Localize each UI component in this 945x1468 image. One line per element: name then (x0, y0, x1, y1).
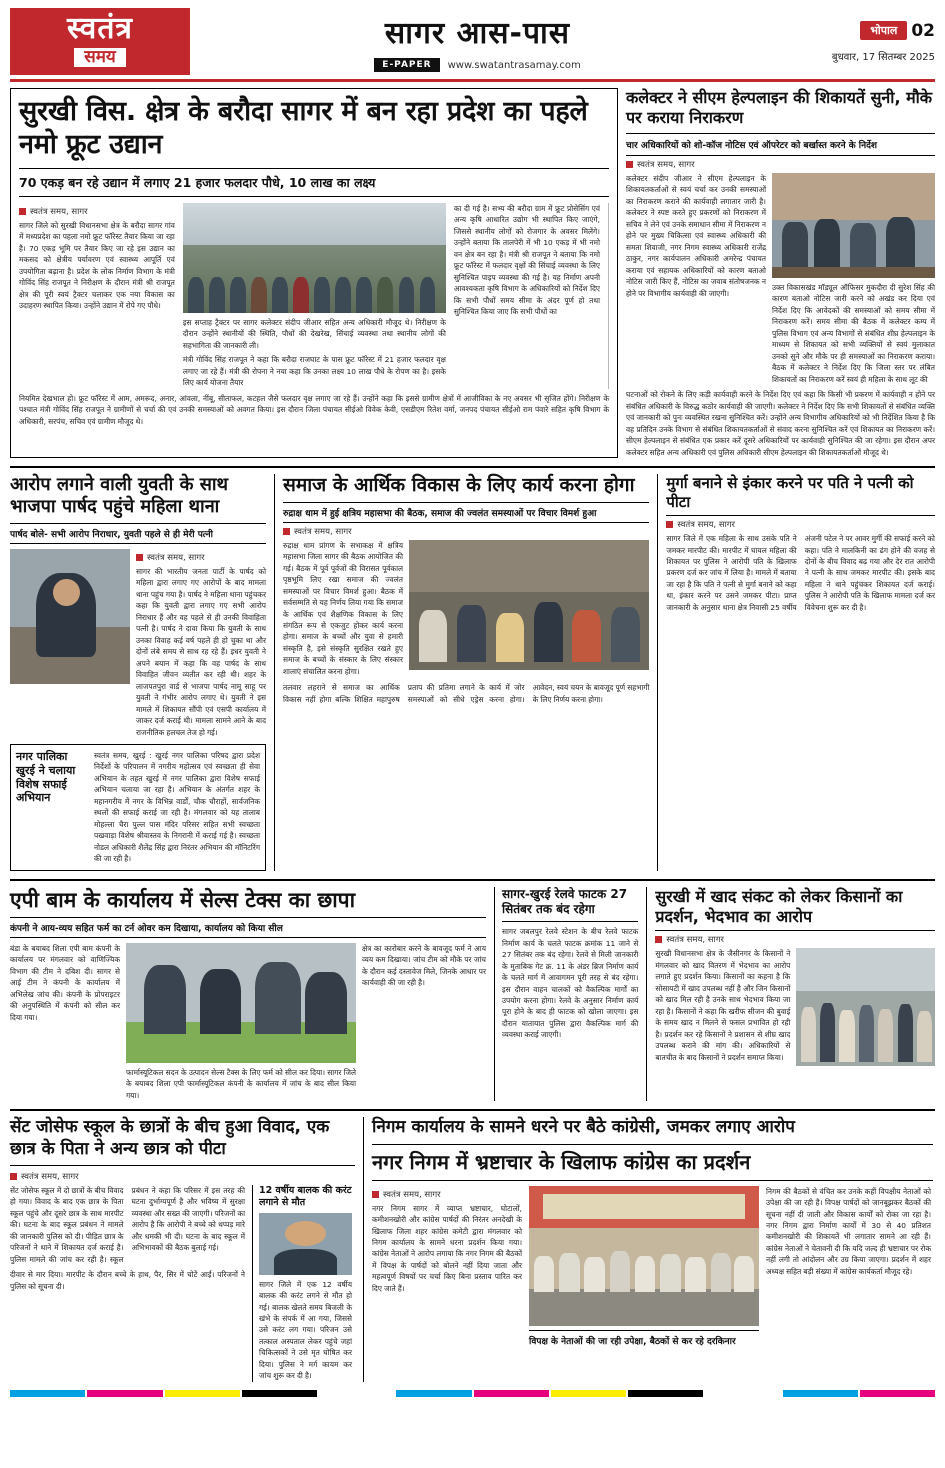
byline-marker-icon (19, 208, 26, 215)
byline-marker-icon (666, 521, 673, 528)
congress-photo (529, 1186, 759, 1326)
byline-text: स्वतंत्र समय, सागर (666, 935, 724, 946)
edition-title: सागर आस-पास (384, 16, 571, 51)
kshatriya-body-2: तलवार लहराने से समाज का आर्थिक विकास नहीं होगा बल्कि शिक्षित महापुरुष प्रताप की प्रतिमा लगाने के कार्य में जोर समस्याओं को सीधे एड्रेस करना होगा। आवेदन, स्वयं चयन के बावजूद पूर्ण सहभागी के लिए निर्णय करना होगा। (283, 683, 650, 704)
byline-marker-icon (655, 936, 662, 943)
logo-main-text: स्वतंत्र (66, 11, 133, 46)
murga-body: सागर जिले में एक महिला के साथ उसके पति ने जमकर मारपीट की। मारपीट में घायल महिला की शिकायत पर पुलिस ने आरोपी पति के खिलाफ प्रकरण दर्ज कर जांच में लिया है। मामले में बताया जा रहा है कि पति ने पत्नी से मुर्गा बनाने को कहा था, इंकार करने पर उसने जमकर पीटा। प्राप्त जानकारी के अनुसार थाना क्षेत्र निवासी 25 वर्षीय अंजनी पटेल ने पर आवर मुर्गी की सफाई करने को कहा। पति ने मालकिनी का ढंग होने की वजह से दोनों के बीच विवाद बढ़ गया और देर रात आरोपी ने पत्नी के साथ जमकर मारपीट की। इसके बाद महिला ने थाने पहुंचकर शिकायत दर्ज कराई। पुलिस ने आरोपी पति के खिलाफ मामला दर्ज कर विवेचना शुरू कर दी है। (666, 534, 935, 612)
salestax-photo (126, 943, 356, 1063)
kshatriya-kicker: रुद्राक्ष धाम में हुई क्षत्रिय महासभा की बैठक, समाज की ज्वलंत समस्याओं पर विचार विमर्श हुआ (283, 502, 649, 523)
salestax-body-3: क्षेत्र का कारोबार करने के बावजूद फर्म ने आय व्यय कम दिखाया। जांच टीम को मौके पर जांच के दौरान कई दस्तावेज मिले, जिनके आधार पर कार्यवाही की जा रही है। (362, 943, 486, 988)
city-page-badge (860, 21, 935, 41)
epaper-row (190, 58, 765, 72)
byline-text: स्वतंत्र समय, सागर (383, 1189, 441, 1200)
railway-gate-article (494, 887, 638, 1102)
byline-marker-icon (372, 1191, 379, 1198)
current-note-body: सागर जिले में एक 12 वर्षीय बालक की करंट लगने से मौत हो गई। बालक खेलते समय बिजली के खंभे के संपर्क में आ गया, जिससे उसे करंट लग गया। परिजन उसे तत्काल अस्पताल लेकर पहुंचे जहां चिकित्सकों ने उसे मृत घोषित कर दिया। पुलिस ने मर्ग कायम कर जांच शुरू कर दी है। (259, 1279, 352, 1381)
salestax-kicker: कंपनी ने आय-व्यय सहित फर्म का टर्न ओवर कम दिखाया, कार्यालय को किया सील (10, 917, 486, 938)
kshatriya-article (274, 474, 649, 871)
band-three (10, 887, 935, 1102)
byline-text: स्वतंत्र समय, सागर (30, 206, 88, 217)
khad-body: सुरखी विधानसभा क्षेत्र के जैसीनगर के किसानों ने मंगलवार को खाद वितरण में भेदभाव का आरोप लगाते हुए प्रदर्शन किया। किसानों का कहना है कि सोसायटी में खाद उपलब्ध नहीं है और जिन किसानों को खाद मिल रही है उनके साथ भेदभाव किया जा रहा है। किसानों ने कहा कि खरीफ सीजन की बुवाई के समय खाद न मिलने से फसल प्रभावित हो रही है। प्रदर्शन कर रहे किसानों ने प्रशासन से शीघ्र खाद उपलब्ध कराने की मांग की। अधिकारियों से बातचीत के बाद किसानों ने प्रदर्शन समाप्त किया। (655, 949, 791, 1062)
congress-body-1: नगर निगम सागर में व्याप्त भ्रष्टाचार, घोटालों, कमीशनखोरी और कांग्रेस पार्षदों की निरंतर अनदेखी के खिलाफ जिला शहर कांग्रेस कमेटी द्वारा मंगलवार को निगम कार्यालय के सामने धरना प्रदर्शन किया गया। कांग्रेस नेताओं ने आरोप लगाया कि नगर निगम की बैठकों में विपक्ष के पार्षदों को बोलने नहीं दिया जाता और महत्वपूर्ण विषयों पर चर्चा किए बिना प्रस्ताव पारित कर दिए जाते हैं। (372, 1203, 522, 1293)
collector-headline: कलेक्टर ने सीएम हेल्पलाइन की शिकायतें सुनी, मौके पर कराया निराकरण (626, 88, 933, 128)
masthead-right (765, 8, 935, 75)
collector-byline (626, 159, 935, 170)
lead-body-5: नियमित देखभाल हो। फ्रूट फॉरेस्ट में आम, अमरूद, अनार, आंवला, नींबू, सीताफल, कटहल जैसे फलदार वृक्ष लगाए जा रहे हैं। उन्होंने कहा कि इससे ग्रामीण क्षेत्रों में आजीविका के नए अवसर भी सृजित होंगे। निरीक्षण के पश्चात मंत्री गोविंद सिंह राजपूत ने ग्रामीणों से चर्चा की एवं उनकी समस्याओं को अवगत किया। इस दौरान जिला पंचायत सीईओ विवेक केवी, एसडीएम रितेश वर्मा, जनपद पंचायत सीईओ राम पंवारे सहित कृषि विभाग के अधिकारी, सरपंच, सचिव एवं ग्रामीण मौजूद थे। (19, 393, 609, 426)
khurai-note-head: नगर पालिका खुरई ने चलाया विशेष सफाई अभियान (16, 750, 76, 805)
byline-text: स्वतंत्र समय, सागर (21, 1171, 79, 1182)
logo-sub-text: समय (74, 48, 126, 67)
print-registration-bar (10, 1390, 935, 1397)
salestax-body-1: बंडा के बयाबद शिला एपी बाम कंपनी के कार्यालय पर मंगलवार को वाणिज्यिक विभाग की टीम ने दबिश दी। सागर से आई टीम ने कंपनी के कार्यालय में अभिलेख जांच की। कंपनी के प्रोपराइटर की अनुपस्थिति में कंपनी को सील कर दिया गया। (10, 943, 120, 1022)
collector-body-3: घटनाओं को रोकने के लिए कड़ी कार्यवाही करने के निर्देश दिए एवं कहा कि किसी भी प्रकरण में कार्यवाही न होने पर संबंधित अधिकारी के विरुद्ध कठोर कार्यवाही की जाएगी। कलेक्टर ने निर्देश दिए कि सभी शिकायतों से संबंधित व्यक्ति एवं जानकारी को पुनः व्यवस्थित रखना सुनिश्चित करें। उन्होंने अन्य विभागीय अधिकारियों को भी निर्देशित किया है कि वह प्रतिदिन उनके विभाग से संबंधित शिकायतकर्ताओं से संवाद करना सुनिश्चित करें एवं शिकायत का निराकरण करें। सीएम हेल्पलाइन से संबंधित एक प्रकार करें दूसरे अधिकारियों पर कार्यवाही सुनिश्चित की जा रहेगा। इस दौरान अपर कलेक्टर सहित अन्य अधिकारी एवं पुलिस अधिकारी सीएम हेल्पलाइन की शिकायतकर्ताओं मौजूद थे। (626, 390, 935, 457)
railway-gate-headline: सागर-खुरई रेलवे फाटक 27 सितंबर तक बंद रहेगा (502, 886, 628, 916)
school-article (10, 1117, 355, 1381)
lead-body-2: इस सप्ताह ट्रैक्टर पर सागर कलेक्टर संदीप जीआर सहित अन्य अधिकारी मौजूद थे। निरीक्षण के दौरान उन्होंने स्थानीयों की स्थिति, पौधों की देखरेख, सिंचाई व्यवस्था तथा स्थानीय लोगों की सहभागिता की जानकारी ली। (182, 317, 446, 350)
congress-headline: निगम कार्यालय के सामने धरने पर बैठे कांग्रेसी, जमकर लगाए आरोप (372, 1117, 795, 1138)
byline-text: स्वतंत्र समय, सागर (294, 526, 352, 537)
murga-byline (666, 515, 935, 530)
byline-marker-icon (626, 161, 633, 168)
kshatriya-byline (283, 526, 649, 537)
lead-subhead: 70 एकड़ बन रहे उद्यान में लगाए 21 हजार फलदार पौधे, 10 लाख का लक्ष्य (19, 168, 609, 197)
salestax-article (10, 887, 486, 1102)
salestax-headline: एपी बाम के कार्यालय में सेल्स टेक्स का छापा (10, 887, 356, 912)
collector-photo (772, 173, 935, 278)
page-number: 02 (911, 20, 935, 41)
murga-headline: मुर्गा बनाने से इंकार करने पर पति ने पत्नी को पीटा (666, 473, 914, 512)
school-body: सेंट जोसेफ स्कूल में दो छात्रों के बीच विवाद हो गया। विवाद के बाद एक छात्र के पिता स्कूल पहुंचे और दूसरे छात्र के साथ मारपीट की। घटना के बाद स्कूल प्रबंधन ने मामले की जानकारी पुलिस को दी। पीड़ित छात्र के परिजनों ने थाने में शिकायत दर्ज कराई है। पुलिस मामले की जांच कर रही है। स्कूल प्रबंधन ने कहा कि परिसर में इस तरह की घटना दुर्भाग्यपूर्ण है और भविष्य में सुरक्षा व्यवस्था और सख्त की जाएगी। परिजनों का आरोप है कि आरोपी ने बच्चे को थप्पड़ मारे और धमकी भी दी। घटना के बाद स्कूल में अभिभावकों की बैठक बुलाई गई। (10, 1185, 245, 1264)
masthead-center (190, 8, 765, 75)
lead-band (10, 88, 935, 458)
parshad-photo (10, 549, 130, 684)
congress-article (363, 1117, 933, 1381)
congress-headline-2: नगर निगम में भ्रष्टाचार के खिलाफ कांग्रेस का प्रदर्शन (372, 1149, 751, 1174)
parshad-headline: आरोप लगाने वाली युवती के साथ भाजपा पार्षद पहुंचे महिला थाना (10, 473, 229, 518)
khad-byline (655, 930, 935, 945)
salestax-body-2: फार्मास्यूटिकल सदन के उत्पादन सेल्स टैक्स के लिए फर्म को सील कर दिया। सागर जिले के बयाबद शिला एपी फार्मास्यूटिकल कंपनी के कार्यालय में जांच के बाद सील किया गया। (126, 1067, 356, 1100)
khurai-note-body: स्वतंत्र समय, खुरई : खुरई नगर पालिका परिषद द्वारा प्रदेश निर्देशों के परिपालन में नगरीय महोत्सव एवं स्वच्छता ही सेवा अभियान के तहत खुरई में नगर पालिका द्वारा विशेष सफाई अभियान चलाया जा रहा है। अभियान के अंतर्गत शहर के महानगरीय में नगर के विभिन्न वार्डों, चौक चौराहों, सार्वजनिक स्थलों की सफाई कराई जा रही है। मंगलवार को यह तालाब मोहल्ला चैरा पुल्ल पास मंदिर परिसर सहित सभी स्वच्छता पखवाड़ा विशेष श्रीवास्तव के निगरानी में कराई गई है। स्वच्छता नोडल अधिकारी शैलेंद्र सिंह द्वारा निरंतर अभियान की मॉनिटरिंग की जा रही है। (94, 751, 260, 864)
collector-article (626, 88, 935, 458)
current-note-head: 12 वर्षीय बालक की करंट लगाने से मौत (259, 1184, 352, 1208)
khad-headline: सुरखी में खाद संकट को लेकर किसानों का प्रदर्शन, भेदभाव का आरोप (655, 886, 903, 926)
epaper-url[interactable]: www.swatantrasamay.com (447, 59, 581, 71)
band-four (10, 1117, 935, 1381)
khad-article (646, 887, 935, 1102)
byline-text: स्वतंत्र समय, सागर (677, 520, 736, 531)
lead-body-1: सागर जिले को सुरखी विधानसभा क्षेत्र के बरौदा सागर गांव में मध्यप्रदेश का पहला नमो फ्रूट फॉरेस्ट तैयार किया जा रहा है। 70 एकड़ भूमि पर तैयार किए जा रहे इस उद्यान का मकसद को क्षेत्रीय पर्यावरण एवं स्वास्थ्य आपूर्ति एवं उपयोगिता बढ़ाना है। प्रदेश के लोक निर्माण विभाग के मंत्री गोविंद सिंह राजपूत ने निरीक्षण के दौरान मंत्री श्री राजपूत क्षेत्र की पूरी स्वयं ट्रैक्टर चलाकर एक नया विकास का उदाहरण स्थापित किया। उन्होंने उद्यान में रोपे गए पौधे। (19, 220, 175, 311)
school-byline (10, 1171, 355, 1182)
collector-body-2: उक्त विकासखंड मॉड्यूल ऑफिसर मुकदौरा दी सुरेश सिंह की कारण बताओ नोटिस जारी करने को अखंड कर दिया एवं निर्देश दिए कि आवेदकों की समस्याओं को समय सीमा में निराकरण करें। समय सीमा की बैठक में कलेक्टर कम्प में पुलिस विभाग एवं अन्य विभागों से संबंधित शीघ्र हेल्पलाइन के माध्यम से शिकायत को सभी व्यक्तियों से स्वयं मुलाकात उनको सुने और मौके पर ही समस्याओं का निराकरण कराया। बैठक में कलेक्टर ने निर्देश दिए कि जिला स्तर पर लंबित शिकायतों का निराकरण करें स्वयं ही महिला के साथ लूट की (772, 282, 935, 384)
parshad-byline (136, 552, 266, 563)
victim-photo (259, 1213, 352, 1275)
lead-headline: सुरखी विस. क्षेत्र के बरौदा सागर में बन रहा प्रदेश का पहले नमो फ्रूट उद्यान (19, 96, 588, 160)
school-headline: सेंट जोसेफ स्कूल के छात्रों के बीच हुआ विवाद, एक छात्र के पिता ने अन्य छात्र को पीटा (10, 1117, 330, 1159)
collector-body-1: कलेक्टर संदीप जीआर ने सीएम हेल्पलाइन के शिकायतकर्ताओं से स्वयं चर्चा कर उनकी समस्याओं का निराकरण कराने की कार्यवाही लगातार जारी है। कलेक्टर ने स्पष्ट करते हुए प्रकरणों को निराकरण में सचिव ने लेने एवं उनके समाधान सीमा में निराकरण न होने पर मुख्य चिकित्सा एवं स्वास्थ्य अधिकारी की समता शिवाजी, नगर निगम स्वास्थ्य अधिकारी राजेंद्र ठाकुर, नगर कार्यपालन अधिकारी अमरेन्द्र पंचायत कराया एवं सहायक अधिकारियों को कारण बताओ नोटिस जारी किए हैं, नोटिस का जवाब संतोषजनक न होने पर विभागीय कार्यवाही की जाएगी। (626, 173, 766, 298)
lead-byline (19, 206, 175, 217)
photo-crowd (183, 252, 446, 313)
lead-body-4: का दी गई है। सभ्य की बरौदा ग्राम में फ्रूट प्रोसेसिंग एवं अन्य कृषि आधारित उद्योग भी स्थापित किए जाएंगे, जिससे स्थानीय लोगों को रोजगार के अवसर मिलेंगे। उन्होंने बताया कि तालपेरी में भी 10 एकड़ में भी नमो वन क्षेत्र बन रहा है। मंत्री श्री राजपूत ने बताया कि नमो फ्रूट फॉरेस्ट में फलदार वृक्षों की सिंचाई व्यवस्था के लिए सुनिश्चित पाइप व्यवस्था की गई है। यह निर्माण अपनी आवश्यकता कृषि विभाग के अधिकारियों को निर्देश दिए कि सभी पौधों समय सीमा के अंदर पूर्ण हो तथा सुनिश्चित किया जाए कि सभी पौधों का (453, 203, 600, 317)
byline-text: स्वतंत्र समय, सागर (637, 159, 695, 170)
band-two (10, 474, 935, 871)
khurai-note (10, 744, 266, 871)
congress-kicker: विपक्ष के नेताओं की जा रही उपेक्षा, बैठकों से कर रहे दरकिनार (529, 1330, 759, 1350)
byline-marker-icon (283, 528, 290, 535)
parshad-body: सागर की भारतीय जनता पार्टी के पार्षद को महिला द्वारा लगाए गए आरोपों के बाद मामला थाना पहुंच गया है। पार्षद ने महिला थाना पहुंचकर कहा कि युवती द्वारा लगाए गए सभी आरोप निराधार हैं और वह पहले से ही उनकी विवाहिता पत्नी है। पार्षद ने दावा किया कि युवती के साथ उनका विवाह कई वर्ष पहले ही हो चुका था और दोनों लंबे समय से साथ रह रहे हैं। इधर युवती ने अपने बयान में कहा कि वह पार्षद के साथ विवाहित जीवन व्यतीत कर रही थी। शहर के लाजपतपुरा वार्ड से भाजपा पार्षद नामू साहू पर युवती ने गंभीर आरोप लगाए थे। युवती ने इस मामले में शिकायत सौंपी एवं एसपी कार्यालय में जाकर दर्ज कराई थी। मामला सामने आने के बाद राजनीतिक हलचल तेज हो गई। (136, 566, 266, 737)
parshad-kicker: पार्षद बोले- सभी आरोप निराधार, युवती पहले से ही मेरी पत्नी (10, 523, 266, 544)
school-caption: दीवार से मार दिया। मारपीट के दौरान बच्चे के हाथ, पैर, सिर में चोटें आईं। परिजनों ने पुलिस को सूचना दी। (10, 1270, 245, 1291)
kshatriya-photo (409, 540, 649, 670)
byline-text: स्वतंत्र समय, सागर (147, 552, 205, 563)
kshatriya-headline: समाज के आर्थिक विकास के लिए कार्य करना होगा (283, 473, 635, 496)
kshatriya-body-1: रुद्राक्ष धाम प्रांगण के सभाकक्ष में क्षत्रिय महासभा जिला सागर की बैठक आयोजित की गई। बैठक में पूर्व पूर्वजों की विरासत पूर्वकाल पृष्ठभूमि लिए रखा समाज की ज्वलंत समस्याओं पर विचार विमर्श हुआ। बैठक में सर्वसम्मति से यह निर्णय लिया गया कि समाज के आर्थिक एवं शैक्षणिक विकास के लिए संगठित रूप से एकजुट होकर कार्य करना होगा। समाज के बच्चों और युवा से हमारी संस्कृति है, इसे संस्कृति सुरक्षित रखते हुए समाज के बच्चों के संस्कार के लिए संस्कार शालाएं संचालित करना होगा। (283, 540, 403, 676)
newspaper-logo (10, 8, 190, 75)
lead-article (10, 88, 618, 458)
city-name: भोपाल (860, 21, 907, 40)
railway-gate-body: सागर जबलपुर रेलवे स्टेशन के बीच रेलवे फाटक निर्माण कार्य के चलते फाटक क्रमांक 11 जाने से 27 सितंबर तक बंद रहेगा। रेलवे से मिली जानकारी के मुताबिक गेट क्र. 11 के अंडर ब्रिज निर्माण कार्य के चलते मार्ग में आवागमन पूरी तरह से बंद रहेगा। इस दौरान वाहन चालकों को वैकल्पिक मार्गों का उपयोग करना होगा। रेलवे के अनुसार निर्माण कार्य पूरा होने के बाद ही फाटक को खोला जाएगा। इस दौरान यातायात पुलिस द्वारा वैकल्पिक मार्ग की व्यवस्था कराई जाएगी। (502, 927, 639, 1040)
issue-date: बुधवार, 17 सितम्बर 2025 (831, 51, 935, 63)
epaper-badge: E-PAPER (374, 58, 439, 72)
murga-article (657, 474, 935, 871)
lead-body-3: मंत्री गोविंद सिंह राजपूत ने कहा कि बरौदा राजघाट के पास फ्रूट फॉरेस्ट में 21 हजार फलदार वृक्ष लगाए जा रहे हैं। मंत्री की रोपना ने नया कहा कि उनका लक्ष्य 10 लाख पौधे के रोपण का है। इसके लिए कार्य योजना तैयार (182, 355, 446, 388)
byline-marker-icon (136, 554, 143, 561)
masthead (10, 8, 935, 82)
congress-byline (372, 1189, 522, 1200)
congress-body-2: निगम की बैठकों से वंचित कर उनके कहीं विपक्षीय नेताओं को उपेक्षा की जा रही है। विपक्ष पार्षदों को जानबूझकर बैठकों की सूचना नहीं दी जाती और विकास कार्यों को रोका जा रहा है। नगर निगम द्वारा निर्माण कार्यों में 30 से 40 प्रतिशत कमीशनखोरी की शिकायतें भी लगातार सामने आ रही हैं। कांग्रेस नेताओं ने चेतावनी दी कि यदि जल्द ही भ्रष्टाचार पर रोक नहीं लगी तो आंदोलन और उग्र किया जाएगा। प्रदर्शन में शहर अध्यक्ष सहित बड़ी संख्या में कांग्रेस कार्यकर्ता मौजूद रहे। (766, 1186, 931, 1276)
byline-marker-icon (10, 1173, 17, 1180)
collector-subhead: चार अधिकारियों को शो-कॉज नोटिस एवं ऑपरेटर को बर्खास्त करने के निर्देश (626, 133, 935, 156)
lead-photo (183, 203, 446, 313)
parshad-article (10, 474, 266, 871)
khad-photo (796, 948, 935, 1066)
